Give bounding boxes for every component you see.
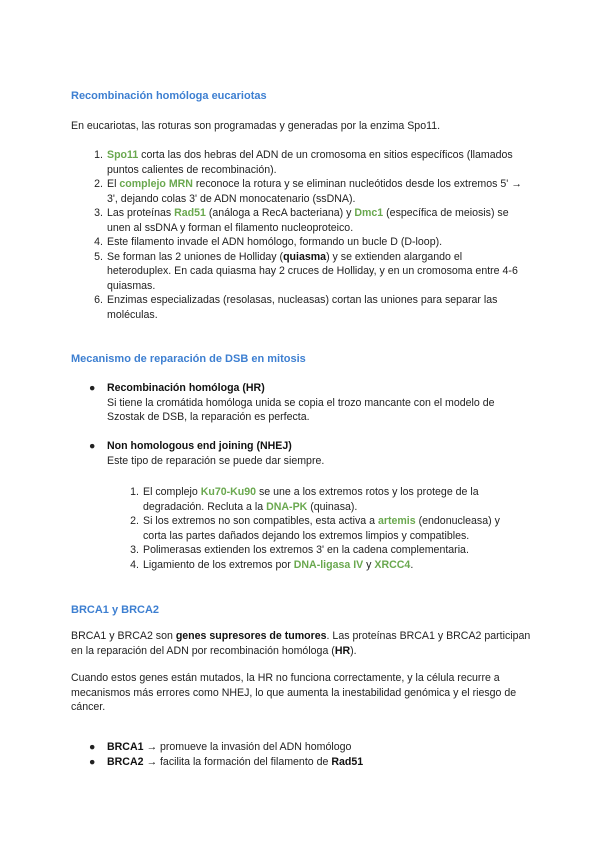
recombination-step bbox=[94, 235, 525, 250]
text-run: corta las dos hebras del ADN de un cromosoma en sitios específicos (llamados puntos calientes de recombinación). bbox=[107, 149, 513, 176]
heading-recombinacion-homologa: Recombinación homóloga eucariotas bbox=[71, 90, 267, 102]
bullet-dot: ● bbox=[89, 741, 96, 753]
bold-text: Rad51 bbox=[331, 755, 364, 768]
text-run: Si los extremos no son compatibles, esta activa a bbox=[143, 515, 378, 527]
list-number: 2. bbox=[94, 178, 103, 190]
bullet-dot: ● bbox=[89, 440, 96, 452]
intro-paragraph: En eucariotas, las roturas son programadas y generadas por la enzima Spo11. bbox=[71, 120, 441, 132]
text-run: se une a los extremos rotos y los protege de la degradación. Recluta a la bbox=[143, 486, 479, 513]
gene-name: Spo11 bbox=[107, 149, 139, 161]
recombination-steps-list bbox=[94, 148, 525, 322]
heading-mecanismo-dsb: Mecanismo de reparación de DSB en mitosis bbox=[71, 353, 306, 365]
nhej-step bbox=[130, 514, 525, 543]
dsb-mechanisms-list bbox=[89, 381, 527, 468]
brca-paragraph-1 bbox=[71, 629, 531, 658]
text-run: BRCA1 y BRCA2 son bbox=[71, 630, 176, 642]
nhej-steps-list bbox=[130, 485, 525, 572]
brca-paragraph-2: Cuando estos genes están mutados, la HR no funciona correctamente, y la célula recurre a mecanismos más errores como NHEJ, lo que aumenta la inestabilidad genómica y el riesgo de cáncer. bbox=[71, 672, 517, 713]
list-number: 4. bbox=[94, 236, 103, 248]
text-run: (análoga a RecA bacteriana) y bbox=[205, 207, 355, 219]
text-run: (específica de meiosis) se unen al ssDNA y forman el filamento nucleoproteico. bbox=[107, 207, 509, 234]
list-number: 3. bbox=[130, 544, 139, 556]
text-run: ) y se extienden alargando el heteroduplex. En cada quiasma hay 2 cruces de Holliday, y en un cromosoma entre 4-6 quiasmas. bbox=[107, 250, 518, 292]
gene-name: artemis bbox=[377, 515, 416, 527]
gene-name: Ku70-Ku90 bbox=[200, 486, 257, 498]
gene-name: Rad51 bbox=[174, 207, 206, 219]
list-number: 4. bbox=[130, 558, 139, 571]
nhej-item bbox=[89, 439, 527, 468]
list-number: 2. bbox=[130, 515, 139, 527]
recombination-step bbox=[94, 177, 525, 206]
bold-text: genes supresores de tumores bbox=[175, 630, 327, 642]
text-run: reconoce la rotura y se eliminan nucleótidos desde los extremos 5' → 3', dejando colas 3' de ADN monocatenario (ssDNA). bbox=[107, 178, 522, 205]
gene-name: DNA-PK bbox=[266, 500, 308, 513]
list-number: 3. bbox=[94, 207, 103, 219]
list-number: 5. bbox=[94, 250, 103, 263]
text-run: Las proteínas bbox=[107, 207, 175, 219]
recombination-step bbox=[94, 293, 525, 322]
text-run: y bbox=[363, 558, 375, 571]
text-run: . Las proteínas BRCA1 y BRCA2 participan en la reparación del ADN por recombinación homóloga ( bbox=[71, 630, 531, 657]
text-run: Ligamiento de los extremos por bbox=[143, 558, 294, 571]
bullet-dot: ● bbox=[89, 755, 96, 768]
bold-text: BRCA1 bbox=[107, 741, 144, 753]
list-number: 1. bbox=[94, 149, 103, 161]
brca-bullet bbox=[89, 740, 527, 755]
gene-name: DNA-ligasa IV bbox=[293, 558, 364, 571]
nhej-step bbox=[130, 543, 525, 558]
gene-name: XRCC4 bbox=[374, 558, 411, 571]
recombination-step bbox=[94, 148, 525, 177]
text-run: . bbox=[410, 558, 414, 571]
hr-title: Recombinación homóloga (HR) bbox=[107, 382, 265, 394]
text-run: → facilita la formación del filamento de bbox=[143, 755, 332, 768]
recombination-step bbox=[94, 206, 525, 235]
hr-text: Si tiene la cromátida homóloga unida se copia el trozo mancante con el modelo de Szostak de DSB, la reparación es perfecta. bbox=[107, 396, 495, 423]
bold-text: HR bbox=[334, 644, 351, 657]
brca-bullets-list bbox=[89, 740, 527, 769]
nhej-title: Non homologous end joining (NHEJ) bbox=[107, 440, 292, 452]
hr-item bbox=[89, 381, 527, 425]
bold-text: BRCA2 bbox=[107, 755, 144, 768]
nhej-step bbox=[130, 558, 525, 573]
text-run: Este filamento invade el ADN homólogo, formando un bucle D (D-loop). bbox=[107, 236, 443, 248]
bold-text: quiasma bbox=[283, 250, 327, 263]
text-run: Enzimas especializadas (resolasas, nucleasas) cortan las uniones para separar las moléculas. bbox=[107, 294, 498, 321]
gene-name: complejo MRN bbox=[119, 178, 193, 190]
text-run: (endonucleasa) y corta las partes dañados dejando los extremos limpios y compatibles. bbox=[143, 515, 500, 542]
text-run: (quinasa). bbox=[307, 500, 358, 513]
text-run: Polimerasas extienden los extremos 3' en la cadena complementaria. bbox=[143, 544, 469, 556]
list-number: 6. bbox=[94, 294, 103, 306]
nhej-text: Este tipo de reparación se puede dar siempre. bbox=[107, 454, 325, 467]
text-run: El bbox=[107, 178, 120, 190]
list-number: 1. bbox=[130, 486, 139, 498]
text-run: Se forman las 2 uniones de Holliday ( bbox=[107, 250, 284, 263]
nhej-step bbox=[130, 485, 525, 514]
heading-brca: BRCA1 y BRCA2 bbox=[71, 604, 160, 616]
gene-name: Dmc1 bbox=[354, 207, 384, 219]
text-run: ). bbox=[350, 644, 357, 657]
brca-bullet bbox=[89, 755, 527, 770]
bullet-dot: ● bbox=[89, 382, 96, 394]
text-run: → promueve la invasión del ADN homólogo bbox=[143, 741, 352, 753]
recombination-step bbox=[94, 250, 525, 294]
text-run: El complejo bbox=[143, 486, 201, 498]
